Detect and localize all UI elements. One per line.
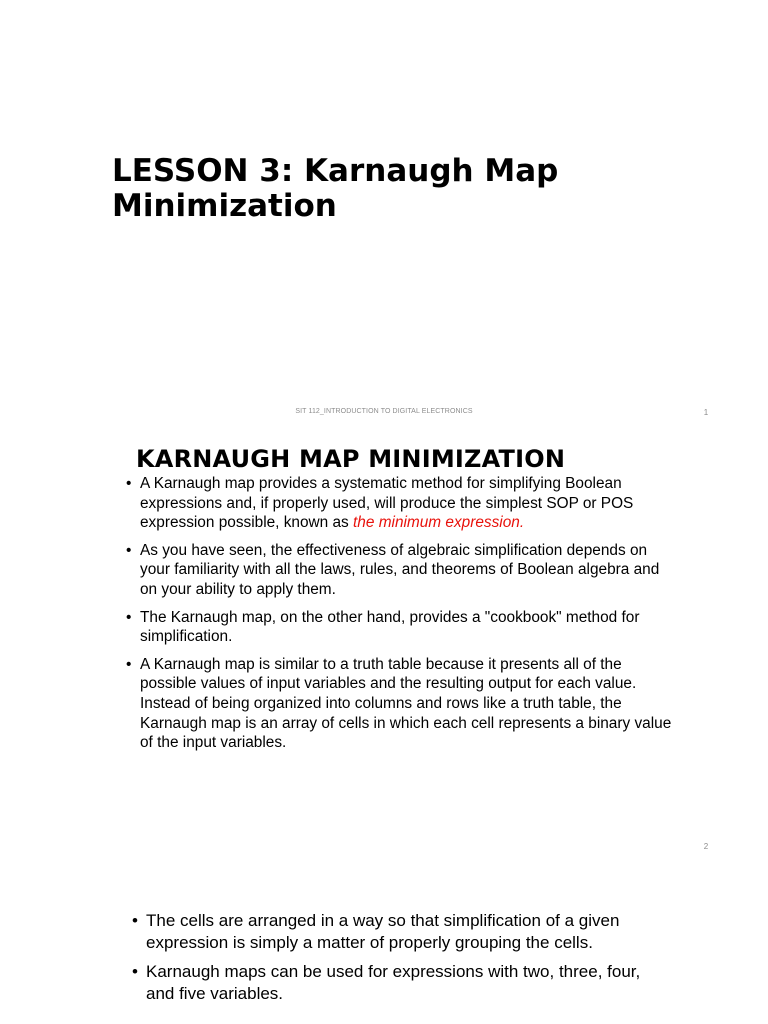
title-slide bbox=[0, 0, 768, 432]
bullet-item bbox=[122, 541, 674, 600]
bullet-icon: • bbox=[126, 475, 132, 492]
slide-footer: SIT 112_INTRODUCTION TO DIGITAL ELECTRONICS bbox=[295, 408, 473, 415]
emphasis-text: the minimum expression. bbox=[353, 514, 525, 532]
bullet-item bbox=[122, 608, 674, 647]
bullet-list bbox=[128, 910, 668, 1012]
bullet-text: The cells are arranged in a way so that simplification of a given expression is simply a matter of properly grouping the cells. bbox=[146, 911, 620, 952]
bullet-icon: • bbox=[132, 962, 138, 981]
bullet-list bbox=[122, 474, 674, 761]
bullet-icon: • bbox=[126, 608, 132, 626]
kmap-intro-slide bbox=[0, 432, 768, 864]
page-number: 2 bbox=[703, 842, 709, 851]
bullet-text: A Karnaugh map is similar to a truth table because it presents all of the possible values of input variables and the resulting output for each value. Instead of being organized into columns and rows like a truth table, the Karnaugh map is an array of cells in which each cell represents a binary value of the input variables. bbox=[140, 655, 672, 752]
bullet-icon: • bbox=[132, 911, 138, 930]
bullet-text: A Karnaugh map provides a systematic method for simplifying Boolean expressions and, if properly used, will produce the simplest SOP or POS expression possible, known as bbox=[140, 475, 634, 532]
slide-heading: KARNAUGH MAP MINIMIZATION bbox=[136, 445, 566, 473]
bullet-text: The Karnaugh map, on the other hand, provides a "cookbook" method for simplification. bbox=[140, 608, 640, 646]
bullet-icon: • bbox=[126, 655, 132, 673]
bullet-item bbox=[128, 910, 668, 954]
bullet-icon: • bbox=[126, 541, 132, 559]
bullet-item bbox=[128, 961, 668, 1005]
bullet-text: Karnaugh maps can be used for expressions with two, three, four, and five variables. bbox=[146, 962, 641, 1003]
bullet-item bbox=[122, 655, 674, 753]
bullet-item bbox=[122, 474, 674, 533]
lesson-title: LESSON 3: Karnaugh Map Minimization bbox=[112, 153, 559, 224]
bullet-text: As you have seen, the effectiveness of algebraic simplification depends on your familiarity with all the laws, rules, and theorems of Boolean algebra and on your ability to apply them. bbox=[140, 541, 660, 598]
kmap-cells-slide bbox=[0, 864, 768, 1024]
page-number: 1 bbox=[703, 408, 709, 417]
